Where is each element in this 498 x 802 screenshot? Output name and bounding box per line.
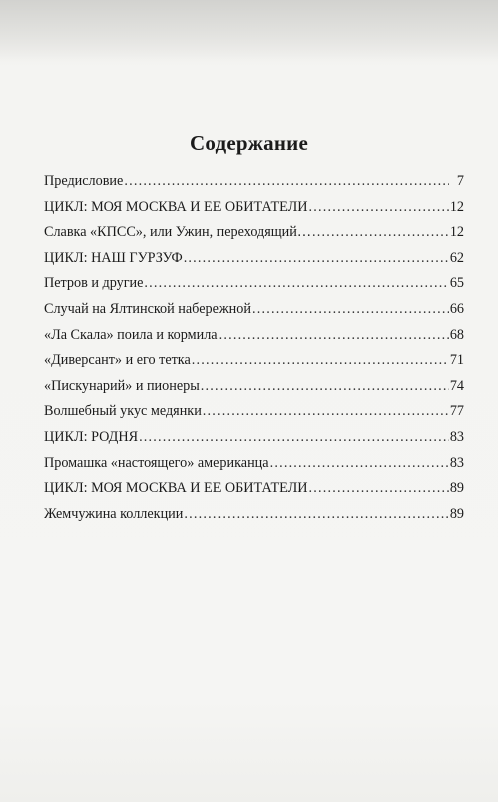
toc-leader-dots xyxy=(219,327,449,344)
toc-entry xyxy=(44,327,464,353)
toc-leader-dots xyxy=(309,199,449,216)
toc-entry-title: «Пискунарий» и пионеры xyxy=(44,377,200,394)
toc-entry xyxy=(44,352,464,378)
toc-entry-title: Славка «КПСС», или Ужин, переходящий… xyxy=(44,224,312,241)
toc-entry-title: Случай на Ялтинской набережной xyxy=(44,300,251,317)
toc-entry xyxy=(44,224,464,250)
toc-entry-title: ЦИКЛ: РОДНЯ xyxy=(44,428,139,445)
toc-leader-dots xyxy=(184,250,449,267)
toc-entry-page: 83 xyxy=(449,428,464,445)
toc-leader-dots xyxy=(139,429,449,446)
toc-entry-title: Жемчужина коллекции xyxy=(44,505,184,522)
scan-shadow-band xyxy=(0,0,498,62)
toc-leader-dots xyxy=(252,301,449,318)
toc-entry-page: 65 xyxy=(449,275,464,292)
toc-entry-title: Предисловие xyxy=(44,173,124,189)
toc-entry-page: 62 xyxy=(449,249,464,266)
toc-entry xyxy=(44,275,464,301)
toc-entry-page: 12 xyxy=(449,198,464,215)
toc-entry xyxy=(44,480,464,506)
toc-leader-dots xyxy=(184,506,448,523)
toc-entry-title: ЦИКЛ: МОЯ МОСКВА И ЕЕ ОБИТАТЕЛИ xyxy=(44,198,308,215)
toc-leader-dots xyxy=(192,352,449,369)
toc-leader-dots xyxy=(124,173,449,190)
toc-entry-title: ЦИКЛ: МОЯ МОСКВА И ЕЕ ОБИТАТЕЛИ xyxy=(44,480,308,497)
toc-entry-page: 89 xyxy=(449,505,464,522)
toc-entry-page: 74 xyxy=(449,377,464,394)
toc-entry-title: «Ла Скала» поила и кормила xyxy=(44,326,218,343)
toc-entry-title: «Диверсант» и его тетка xyxy=(44,352,191,369)
toc-entry xyxy=(44,506,464,532)
toc-entry-page: 7 xyxy=(456,173,464,189)
toc-entry xyxy=(44,378,464,404)
toc-entry-page: 12 xyxy=(449,224,464,241)
toc-entry xyxy=(44,301,464,327)
toc-leader-dots xyxy=(270,455,449,472)
toc-entry xyxy=(44,250,464,276)
toc-entry-title: Петров и другие xyxy=(44,275,144,292)
toc-entry xyxy=(44,455,464,481)
table-of-contents xyxy=(44,173,464,531)
toc-entry xyxy=(44,173,464,199)
toc-entry-title: Промашка «настоящего» американца xyxy=(44,454,269,471)
toc-title: Содержание xyxy=(190,131,308,156)
toc-entry-page: 71 xyxy=(449,352,464,369)
toc-leader-dots xyxy=(201,378,449,395)
toc-entry-page: 77 xyxy=(449,403,464,420)
toc-leader-dots xyxy=(309,480,449,497)
toc-entry xyxy=(44,403,464,429)
toc-entry-page: 89 xyxy=(449,480,464,497)
toc-entry-title: ЦИКЛ: НАШ ГУРЗУФ xyxy=(44,249,183,266)
toc-entry-page: 66 xyxy=(449,300,464,317)
toc-leader-dots xyxy=(144,275,448,292)
toc-entry xyxy=(44,199,464,225)
toc-entry-title: Волшебный укус медянки xyxy=(44,403,202,420)
toc-entry-page: 83 xyxy=(449,454,464,471)
toc-entry-page: 68 xyxy=(449,326,464,343)
toc-leader-dots xyxy=(203,403,449,420)
toc-entry xyxy=(44,429,464,455)
toc-leader-dots xyxy=(312,224,449,241)
